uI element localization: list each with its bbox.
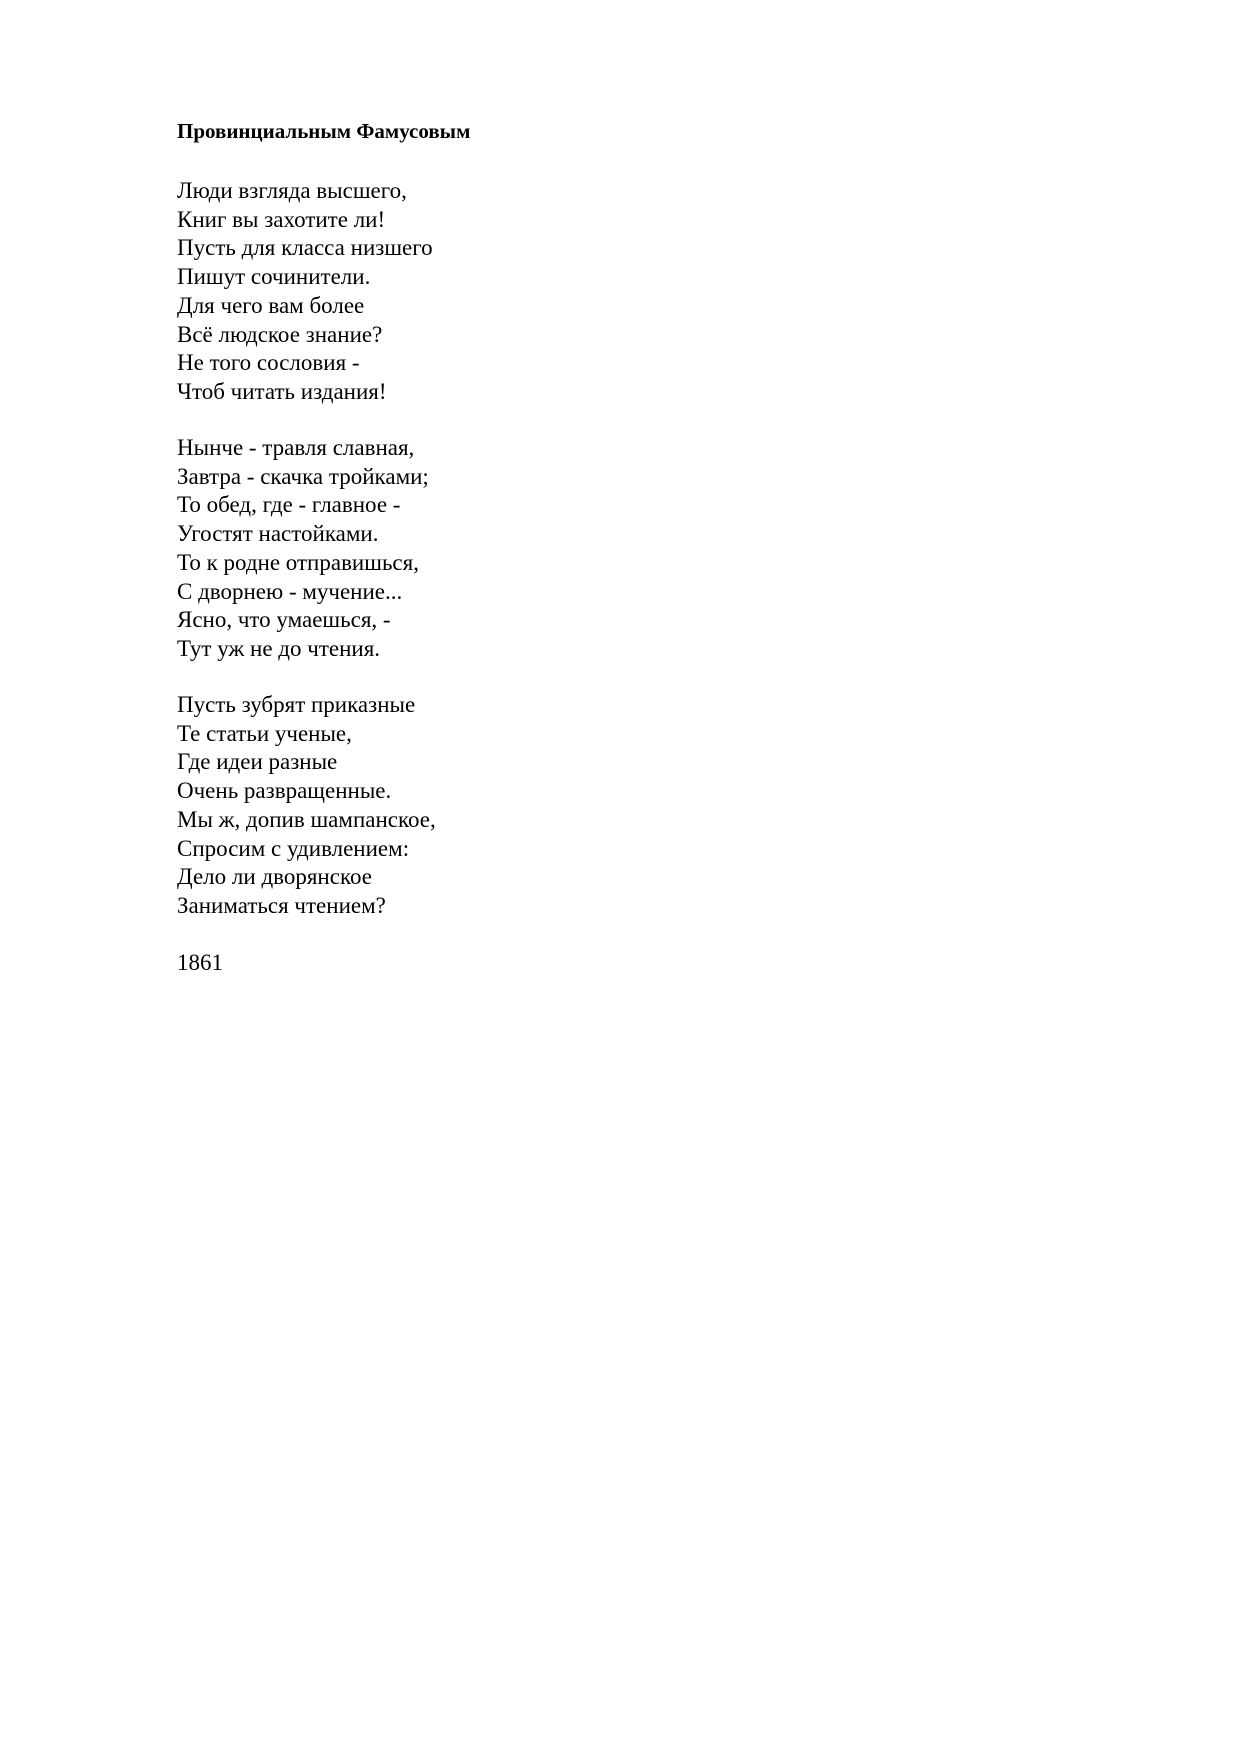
- poem-line: Люди взгляда высшего,: [177, 178, 407, 203]
- stanza-2: [177, 434, 429, 664]
- poem-line: Книг вы захотите ли!: [177, 206, 386, 232]
- poem-line: Заниматься чтением?: [177, 892, 386, 918]
- poem-line: Для чего вам более: [177, 292, 365, 318]
- poem-line: Угостят настойками.: [177, 521, 379, 547]
- poem-line: Очень развращенные.: [177, 778, 392, 804]
- poem-line: Пусть для класса низшего: [177, 235, 433, 261]
- poem-line: Чтоб читать издания!: [177, 378, 387, 404]
- poem-line: С дворнею - мучение...: [177, 578, 403, 604]
- poem-line: То к родне отправишься,: [177, 549, 419, 575]
- poem-line: Ясно, что умаешься, -: [177, 607, 391, 633]
- poem-line: Пусть зубрят приказные: [177, 692, 416, 717]
- stanza-1: [177, 177, 433, 407]
- poem-title: Провинциальным Фамусовым: [177, 119, 471, 143]
- poem-line: Всё людское знание?: [177, 321, 383, 347]
- poem-line: То обед, где - главное -: [177, 492, 401, 518]
- poem-line: Не того сословия -: [177, 350, 360, 376]
- poem-line: Пишут сочинители.: [177, 264, 371, 290]
- poem-year: 1861: [177, 950, 223, 975]
- stanza-3: [177, 691, 436, 921]
- poem-line: Тут уж не до чтения.: [177, 635, 381, 661]
- poem-line: Нынче - травля славная,: [177, 435, 415, 460]
- poem-line: Завтра - скачка тройками;: [177, 463, 429, 489]
- poem-line: Спросим с удивлением:: [177, 835, 410, 861]
- poem-line: Где идеи разные: [177, 749, 338, 775]
- poem-line: Дело ли дворянское: [177, 864, 372, 890]
- poem-line: Мы ж, допив шампанское,: [177, 806, 436, 832]
- poem-line: Те статьи ученые,: [177, 720, 352, 746]
